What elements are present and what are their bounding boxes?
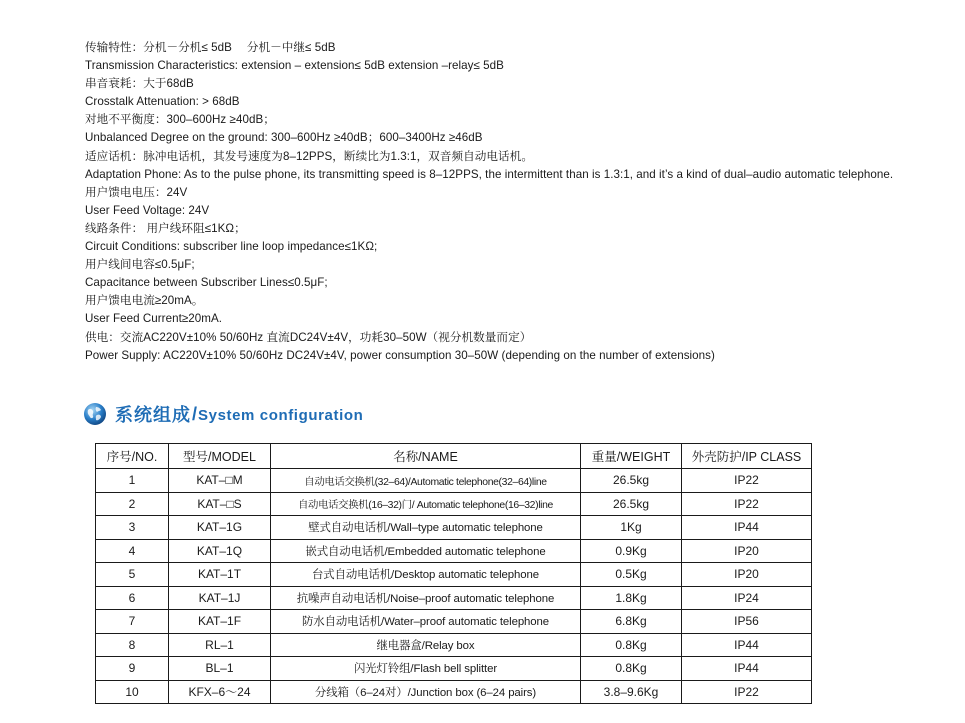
table-row bbox=[96, 610, 812, 634]
table-row bbox=[96, 492, 812, 516]
cell-name: 壁式自动电话机/Wall–type automatic telephone bbox=[271, 516, 581, 540]
cell-weight: 0.9Kg bbox=[581, 539, 682, 563]
cell-model: KAT–1F bbox=[169, 610, 271, 634]
cell-ip-class: IP24 bbox=[682, 586, 812, 610]
cell-ip-class: IP44 bbox=[682, 516, 812, 540]
spec-line: 线路条件： 用户线环阻≤1KΩ； bbox=[85, 221, 246, 235]
header-model: 型号/MODEL bbox=[169, 444, 271, 469]
header-no: 序号/NO. bbox=[96, 444, 169, 469]
spec-line: 对地不平衡度：300–600Hz ≥40dB； bbox=[85, 113, 275, 127]
cell-no: 9 bbox=[96, 657, 169, 681]
section-title-cn: 系统组成 bbox=[115, 405, 191, 426]
cell-model: KAT–□M bbox=[169, 469, 271, 493]
cell-no: 10 bbox=[96, 680, 169, 704]
cell-no: 3 bbox=[96, 516, 169, 540]
cell-ip-class: IP20 bbox=[682, 563, 812, 587]
cell-no: 5 bbox=[96, 563, 169, 587]
spec-line: 用户馈电电流≥20mA。 bbox=[85, 294, 204, 308]
cell-model: KAT–1G bbox=[169, 516, 271, 540]
cell-weight: 1.8Kg bbox=[581, 586, 682, 610]
cell-ip-class: IP20 bbox=[682, 539, 812, 563]
cell-model: RL–1 bbox=[169, 633, 271, 657]
cell-weight: 26.5kg bbox=[581, 492, 682, 516]
cell-ip-class: IP22 bbox=[682, 492, 812, 516]
cell-no: 4 bbox=[96, 539, 169, 563]
cell-name: 闪光灯铃组/Flash bell splitter bbox=[271, 657, 581, 681]
table-row bbox=[96, 516, 812, 540]
cell-no: 7 bbox=[96, 610, 169, 634]
cell-weight: 26.5kg bbox=[581, 469, 682, 493]
cell-no: 1 bbox=[96, 469, 169, 493]
cell-weight: 6.8Kg bbox=[581, 610, 682, 634]
spec-line: Unbalanced Degree on the ground: 300–600Hz ≥40dB；600–3400Hz ≥46dB bbox=[85, 131, 483, 145]
cell-name: 台式自动电话机/Desktop automatic telephone bbox=[271, 563, 581, 587]
cell-name: 自动电话交换机(16–32)门/ Automatic telephone(16–32)line bbox=[271, 492, 581, 516]
cell-weight: 0.5Kg bbox=[581, 563, 682, 587]
cell-name: 自动电话交换机(32–64)/Automatic telephone(32–64)line bbox=[271, 469, 581, 493]
section-title-en: System configuration bbox=[198, 407, 364, 424]
cell-name: 嵌式自动电话机/Embedded automatic telephone bbox=[271, 539, 581, 563]
section-title-slash: / bbox=[192, 403, 198, 424]
table-row bbox=[96, 633, 812, 657]
cell-ip-class: IP22 bbox=[682, 469, 812, 493]
cell-weight: 1Kg bbox=[581, 516, 682, 540]
cell-ip-class: IP44 bbox=[682, 633, 812, 657]
table-row bbox=[96, 469, 812, 493]
cell-ip-class: IP44 bbox=[682, 657, 812, 681]
spec-line: Power Supply: AC220V±10% 50/60Hz DC24V±4V, power consumption 30–50W (depending on the number of extensions) bbox=[85, 348, 715, 362]
cell-no: 2 bbox=[96, 492, 169, 516]
header-name: 名称/NAME bbox=[271, 444, 581, 469]
cell-ip-class: IP22 bbox=[682, 680, 812, 704]
cell-model: KAT–1J bbox=[169, 586, 271, 610]
section-heading bbox=[83, 399, 363, 429]
spec-line: User Feed Current≥20mA. bbox=[85, 312, 223, 326]
cell-model: KFX–6～24 bbox=[169, 680, 271, 704]
spec-line: 供电：交流AC220V±10% 50/60Hz 直流DC24V±4V，功耗30–50W（视分机数量而定） bbox=[85, 330, 532, 344]
spec-line: Capacitance between Subscriber Lines≤0.5μF; bbox=[85, 276, 328, 290]
table-header-row bbox=[96, 444, 812, 469]
table-row bbox=[96, 563, 812, 587]
spec-line: Crosstalk Attenuation: > 68dB bbox=[85, 95, 240, 109]
cell-name: 分线箱（6–24对）/Junction box (6–24 pairs) bbox=[271, 680, 581, 704]
configuration-table bbox=[95, 443, 812, 704]
spec-line: User Feed Voltage: 24V bbox=[85, 203, 210, 217]
cell-name: 抗噪声自动电话机/Noise–proof automatic telephone bbox=[271, 586, 581, 610]
spec-line: 适应话机：脉冲电话机，其发号速度为8–12PPS，断续比为1.3:1，双音频自动电话机。 bbox=[85, 149, 533, 163]
header-weight: 重量/WEIGHT bbox=[581, 444, 682, 469]
cell-model: KAT–1Q bbox=[169, 539, 271, 563]
spec-line: 串音衰耗：大于68dB bbox=[85, 77, 194, 91]
spec-line: Transmission Characteristics: extension – extension≤ 5dB extension –relay≤ 5dB bbox=[85, 59, 504, 73]
table-row bbox=[96, 680, 812, 704]
table-row bbox=[96, 657, 812, 681]
spec-line: Circuit Conditions: subscriber line loop impedance≤1KΩ; bbox=[85, 240, 378, 254]
spec-line: 用户馈电电压：24V bbox=[85, 185, 188, 199]
cell-weight: 0.8Kg bbox=[581, 633, 682, 657]
cell-model: KAT–□S bbox=[169, 492, 271, 516]
spec-line: Adaptation Phone: As to the pulse phone, its transmitting speed is 8–12PPS, the intermittent than is 1.3:1, and it’s a kind of dual–audio automatic telephone. bbox=[85, 167, 894, 181]
cell-model: BL–1 bbox=[169, 657, 271, 681]
cell-name: 防水自动电话机/Water–proof automatic telephone bbox=[271, 610, 581, 634]
table-row bbox=[96, 586, 812, 610]
cell-weight: 3.8–9.6Kg bbox=[581, 680, 682, 704]
cell-weight: 0.8Kg bbox=[581, 657, 682, 681]
cell-ip-class: IP56 bbox=[682, 610, 812, 634]
globe-icon bbox=[83, 402, 107, 426]
table-row bbox=[96, 539, 812, 563]
cell-no: 8 bbox=[96, 633, 169, 657]
header-ip-class: 外壳防护/IP CLASS bbox=[682, 444, 812, 469]
cell-no: 6 bbox=[96, 586, 169, 610]
cell-model: KAT–1T bbox=[169, 563, 271, 587]
spec-list bbox=[85, 39, 945, 365]
cell-name: 继电器盒/Relay box bbox=[271, 633, 581, 657]
spec-line: 用户线间电容≤0.5μF; bbox=[85, 258, 195, 272]
spec-line: 传输特性：分机－分机≤ 5dB 分机－中继≤ 5dB bbox=[85, 41, 336, 54]
